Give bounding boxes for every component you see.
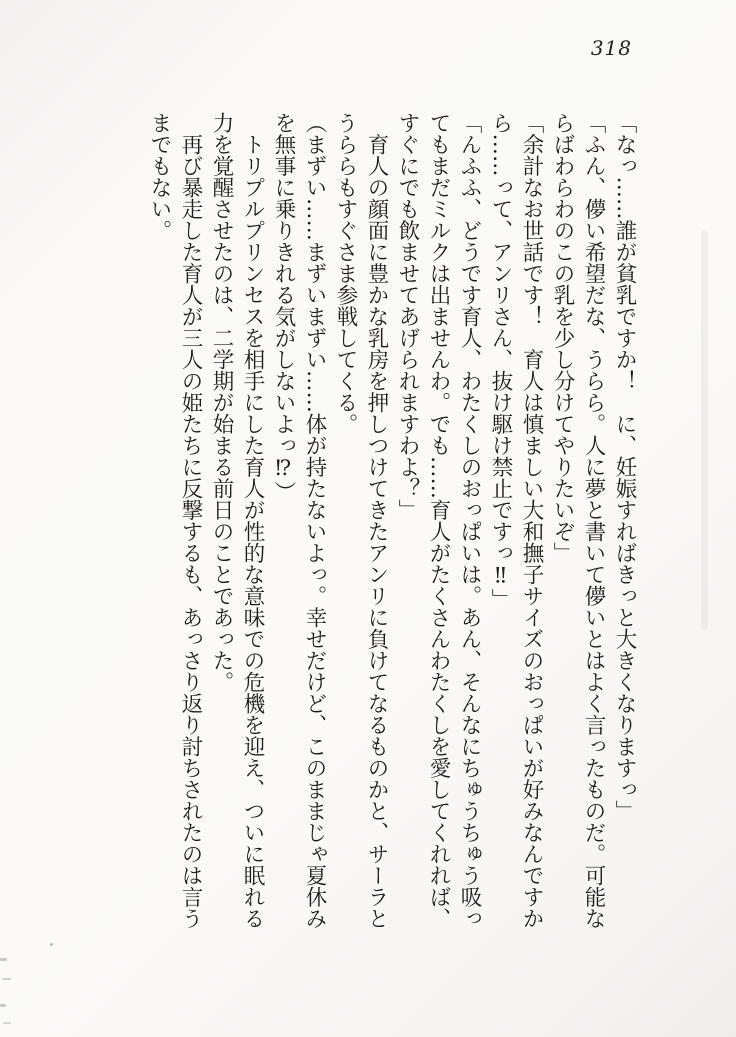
text-column: 「なっ……誰が貧乳ですか！ に、妊娠すればきっと大きくなりますっ」 xyxy=(612,112,637,822)
text-column: らばわらわのこの乳を少し分けてやりたいぞ」 xyxy=(550,112,575,564)
scan-artifact xyxy=(50,943,53,946)
text-columns xyxy=(144,112,640,934)
text-column: を無事に乗りきれる気がしないよっ⁉） xyxy=(271,112,296,503)
text-column: 再び暴走した育人が三人の姫たちに反撃するも、あっさり返り討ちされたのは言う xyxy=(178,112,203,929)
text-column: てもまだミルクは出ませんわ。でも……育人がたくさんわたくしを愛してくれれば、 xyxy=(426,112,451,929)
text-column: すぐにでも飲ませてあげられますわよ？」 xyxy=(395,112,420,521)
text-column: 「ふん、儚い希望だな、うらら。人に夢と書いて儚いとはよく言ったものだ。可能な xyxy=(581,112,606,929)
scan-artifact xyxy=(3,1022,11,1024)
text-column: までもない。 xyxy=(147,112,172,241)
page-number: 318 xyxy=(590,36,632,60)
text-column: 「余計なお世話です！ 育人は慎ましい大和撫子サイズのおっぱいが好みなんですか xyxy=(519,112,544,929)
scan-artifact xyxy=(0,958,7,961)
text-column: 育人の顔面に豊かな乳房を押しつけてきたアンリに負けてなるものかと、サーラと xyxy=(364,112,389,929)
scan-streak xyxy=(701,230,708,630)
text-column: ら……って、アンリさん、抜け駆け禁止ですっ‼」 xyxy=(488,112,513,610)
text-column: うららもすぐさま参戦してくる。 xyxy=(333,112,358,435)
scan-artifact xyxy=(2,978,11,980)
scan-artifact xyxy=(0,1004,6,1007)
text-column: 力を覚醒させたのは、二学期が始まる前日のことであった。 xyxy=(209,112,234,693)
text-column: トリプルプリンセスを相手にした育人が性的な意味での危機を迎え、ついに眠れる xyxy=(240,112,265,929)
text-column: 「んふふ、どうです育人、わたくしのおっぱいは。あん、そんなにちゅうちゅう吸っ xyxy=(457,112,482,929)
text-column: （まずい……まずいまずい……体が持たないよっ。幸せだけど、このままじゃ夏休み xyxy=(302,112,327,929)
